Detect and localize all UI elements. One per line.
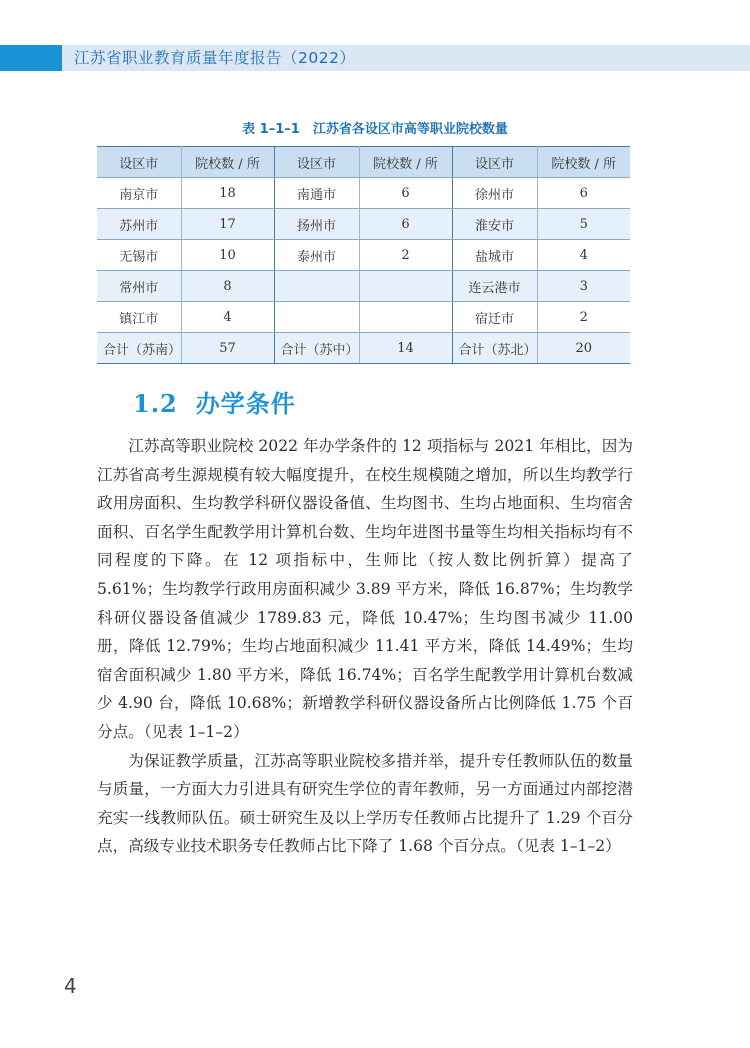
table-cell: 镇江市 (97, 302, 181, 333)
table-cell (274, 271, 359, 302)
table-cell: 6 (359, 178, 452, 209)
table-cell: 3 (537, 271, 630, 302)
table-cell: 徐州市 (452, 178, 537, 209)
section-heading (133, 384, 296, 419)
table-header-cell: 院校数 / 所 (181, 147, 274, 178)
table-cell: 南京市 (97, 178, 181, 209)
table-cell: 连云港市 (452, 271, 537, 302)
table-cell: 4 (537, 240, 630, 271)
table-cell: 合计（苏南） (97, 333, 181, 364)
table-cell: 苏州市 (97, 209, 181, 240)
table-cell: 扬州市 (274, 209, 359, 240)
table-header-cell: 院校数 / 所 (537, 147, 630, 178)
paragraph: 江苏高等职业院校 2022 年办学条件的 12 项指标与 2021 年相比，因为江苏省高考生源规模有较大幅度提升，在校生规模随之增加，所以生均教学行政用房面积、生均教学科研仪器设备值、生均图书、生均占地面积、生均宿舍面积、百名学生配教学用计算机台数、生均年进图书量等生均相关指标均有不同程度的下降。在 12 项指标中，生师比（按人数比例折算）提高了 5.61%；生均教学行政用房面积减少 3.89 平方米，降低 16.87%；生均教学科研仪器设备值减少 1789.83 元，降低 10.47%；生均图书减少 11.00 册，降低 12.79%；生均占地面积减少 11.41 平方米，降低 14.49%；生均宿舍面积减少 1.80 平方米，降低 16.74%；百名学生配教学用计算机台数减少 4.90 台，降低 10.68%；新增教学科研仪器设备所占比例降低 1.75 个百分点。（见表 1–1–2） (97, 437, 633, 741)
table-cell: 5 (537, 209, 630, 240)
section-number: 1.2 (133, 389, 178, 418)
table-cell: 17 (181, 209, 274, 240)
table-header-cell: 设区市 (97, 147, 181, 178)
table-cell: 8 (181, 271, 274, 302)
table-header-row (97, 147, 630, 178)
table-cell: 18 (181, 178, 274, 209)
paragraph: 为保证教学质量，江苏高等职业院校多措并举，提升专任教师队伍的数量与质量，一方面大力引进具有研究生学位的青年教师，另一方面通过内部挖潜充实一线教师队伍。硕士研究生及以上学历专任教师占比提升了 1.29 个百分点，高级专业技术职务专任教师占比下降了 1.68 个百分点。（见表 1–1–2） (97, 751, 633, 856)
table-cell (359, 271, 452, 302)
college-count-table (97, 146, 630, 364)
table-cell: 无锡市 (97, 240, 181, 271)
table-header-cell: 设区市 (274, 147, 359, 178)
table-cell: 4 (181, 302, 274, 333)
table-row (97, 302, 630, 333)
table-row (97, 240, 630, 271)
table-cell: 6 (359, 209, 452, 240)
header-accent-bar (0, 45, 62, 71)
table-cell: 泰州市 (274, 240, 359, 271)
table-row (97, 209, 630, 240)
table-cell: 淮安市 (452, 209, 537, 240)
table-header-cell: 设区市 (452, 147, 537, 178)
table-cell: 10 (181, 240, 274, 271)
table-cell (359, 302, 452, 333)
table-cell: 盐城市 (452, 240, 537, 271)
table-total-row (97, 333, 630, 364)
table-cell: 合计（苏中） (274, 333, 359, 364)
table-header-cell: 院校数 / 所 (359, 147, 452, 178)
body-text (97, 432, 633, 861)
table-row (97, 271, 630, 302)
table-cell: 14 (359, 333, 452, 364)
table-cell: 合计（苏北） (452, 333, 537, 364)
table-cell (274, 302, 359, 333)
table-cell: 2 (359, 240, 452, 271)
table-cell: 20 (537, 333, 630, 364)
table-cell: 2 (537, 302, 630, 333)
table-cell: 6 (537, 178, 630, 209)
table-caption: 表 1–1–1 江苏省各设区市高等职业院校数量 (242, 122, 508, 137)
table-cell: 57 (181, 333, 274, 364)
table-cell: 南通市 (274, 178, 359, 209)
table-cell: 宿迁市 (452, 302, 537, 333)
table-row (97, 178, 630, 209)
report-title: 江苏省职业教育质量年度报告（2022） (74, 49, 356, 67)
page-number: 4 (64, 974, 77, 998)
section-title: 办学条件 (195, 389, 296, 418)
table-cell: 常州市 (97, 271, 181, 302)
